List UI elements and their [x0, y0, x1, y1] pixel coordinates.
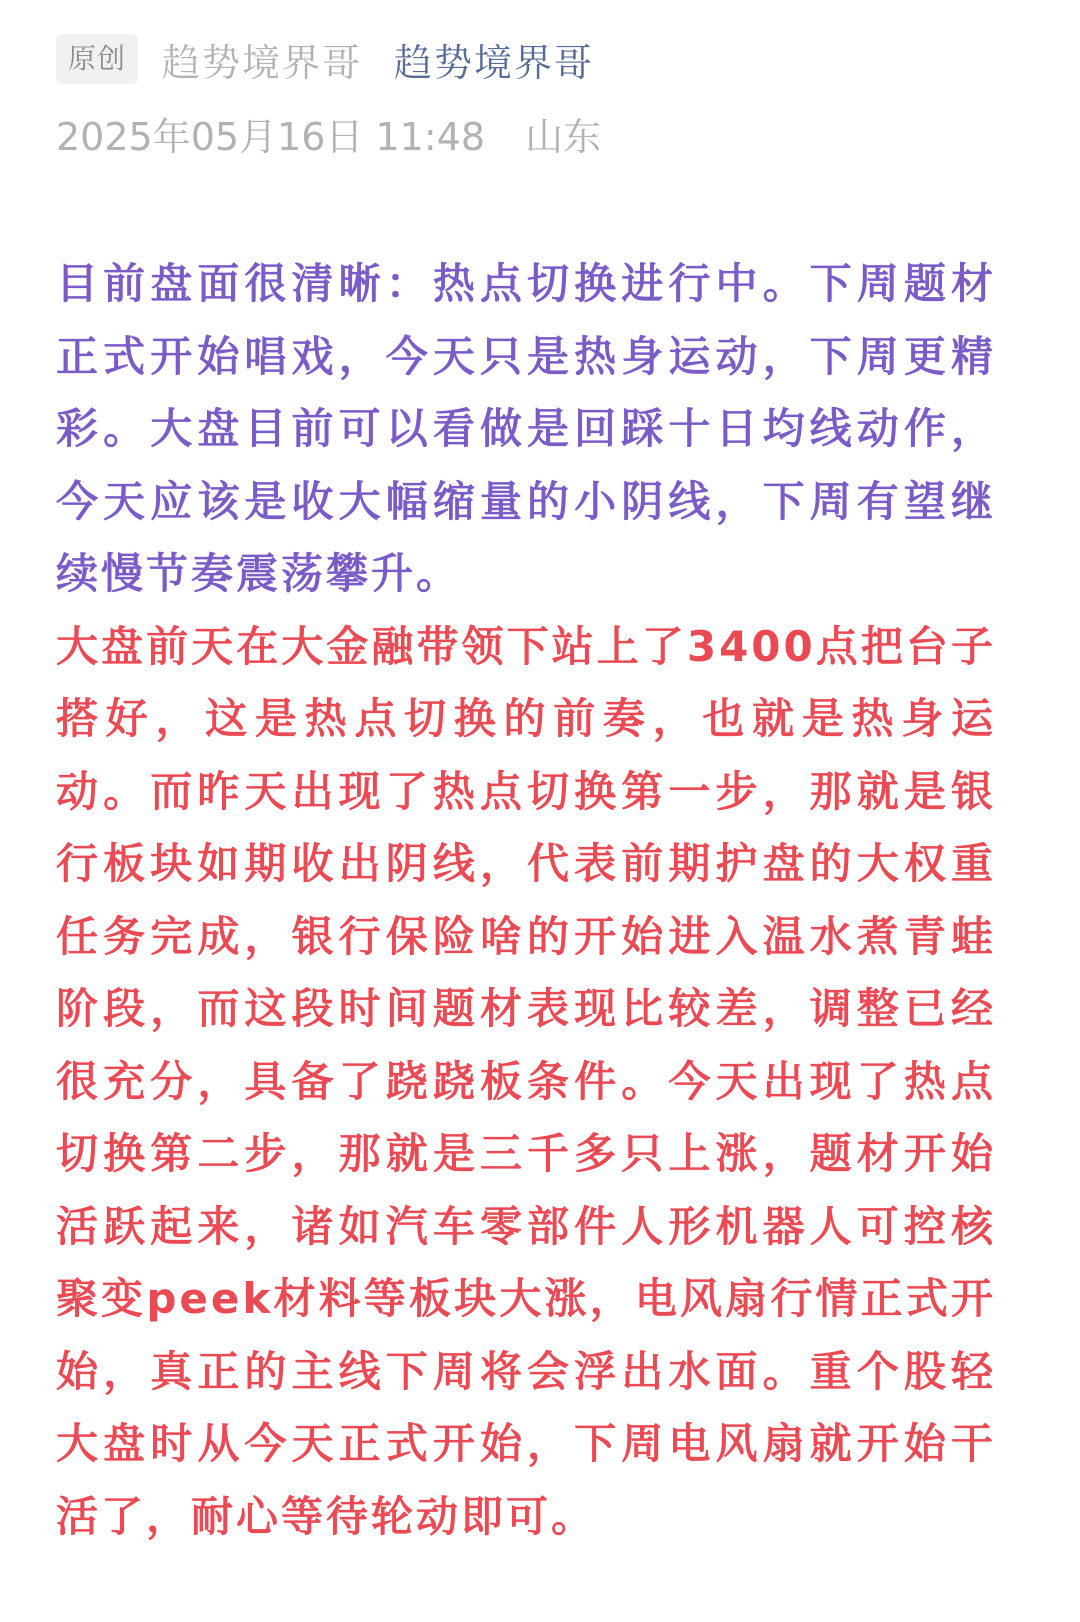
publish-info: [56, 112, 601, 162]
article-meta: [56, 30, 594, 88]
paragraph-market-overview: 目前盘面很清晰：热点切换进行中。下周题材正式开始唱戏，今天只是热身运动，下周更精彩。大盘目前可以看做是回踩十日均线动作，今天应该是收大幅缩量的小阴线，下周有望继续慢节奏震荡攀升。: [56, 259, 996, 598]
publish-time: 2025年05月16日 11:48: [56, 115, 486, 159]
paragraph-hotspot-analysis: 大盘前天在大金融带领下站上了3400点把台子搭好，这是热点切换的前奏，也就是热身运动。而昨天出现了热点切换第一步，那就是银行板块如期收出阴线，代表前期护盘的大权重任务完成，银行保险啥的开始进入温水煮青蛙阶段，而这段时间题材表现比较差，调整已经很充分，具备了跷跷板条件。今天出现了热点切换第二步，那就是三千多只上涨，题材开始活跃起来，诸如汽车零部件人形机器人可控核聚变peek材料等板块大涨，电风扇行情正式开始，真正的主线下周将会浮出水面。重个股轻大盘时从今天正式开始，下周电风扇就开始干活了，耐心等待轮动即可。: [56, 621, 996, 1541]
author-name: 趋势境界哥: [162, 40, 363, 85]
account-name-link[interactable]: 趋势境界哥: [394, 40, 595, 85]
publish-location: 山东: [525, 115, 602, 159]
original-badge: 原创: [56, 34, 138, 84]
article-body: [56, 248, 996, 1553]
